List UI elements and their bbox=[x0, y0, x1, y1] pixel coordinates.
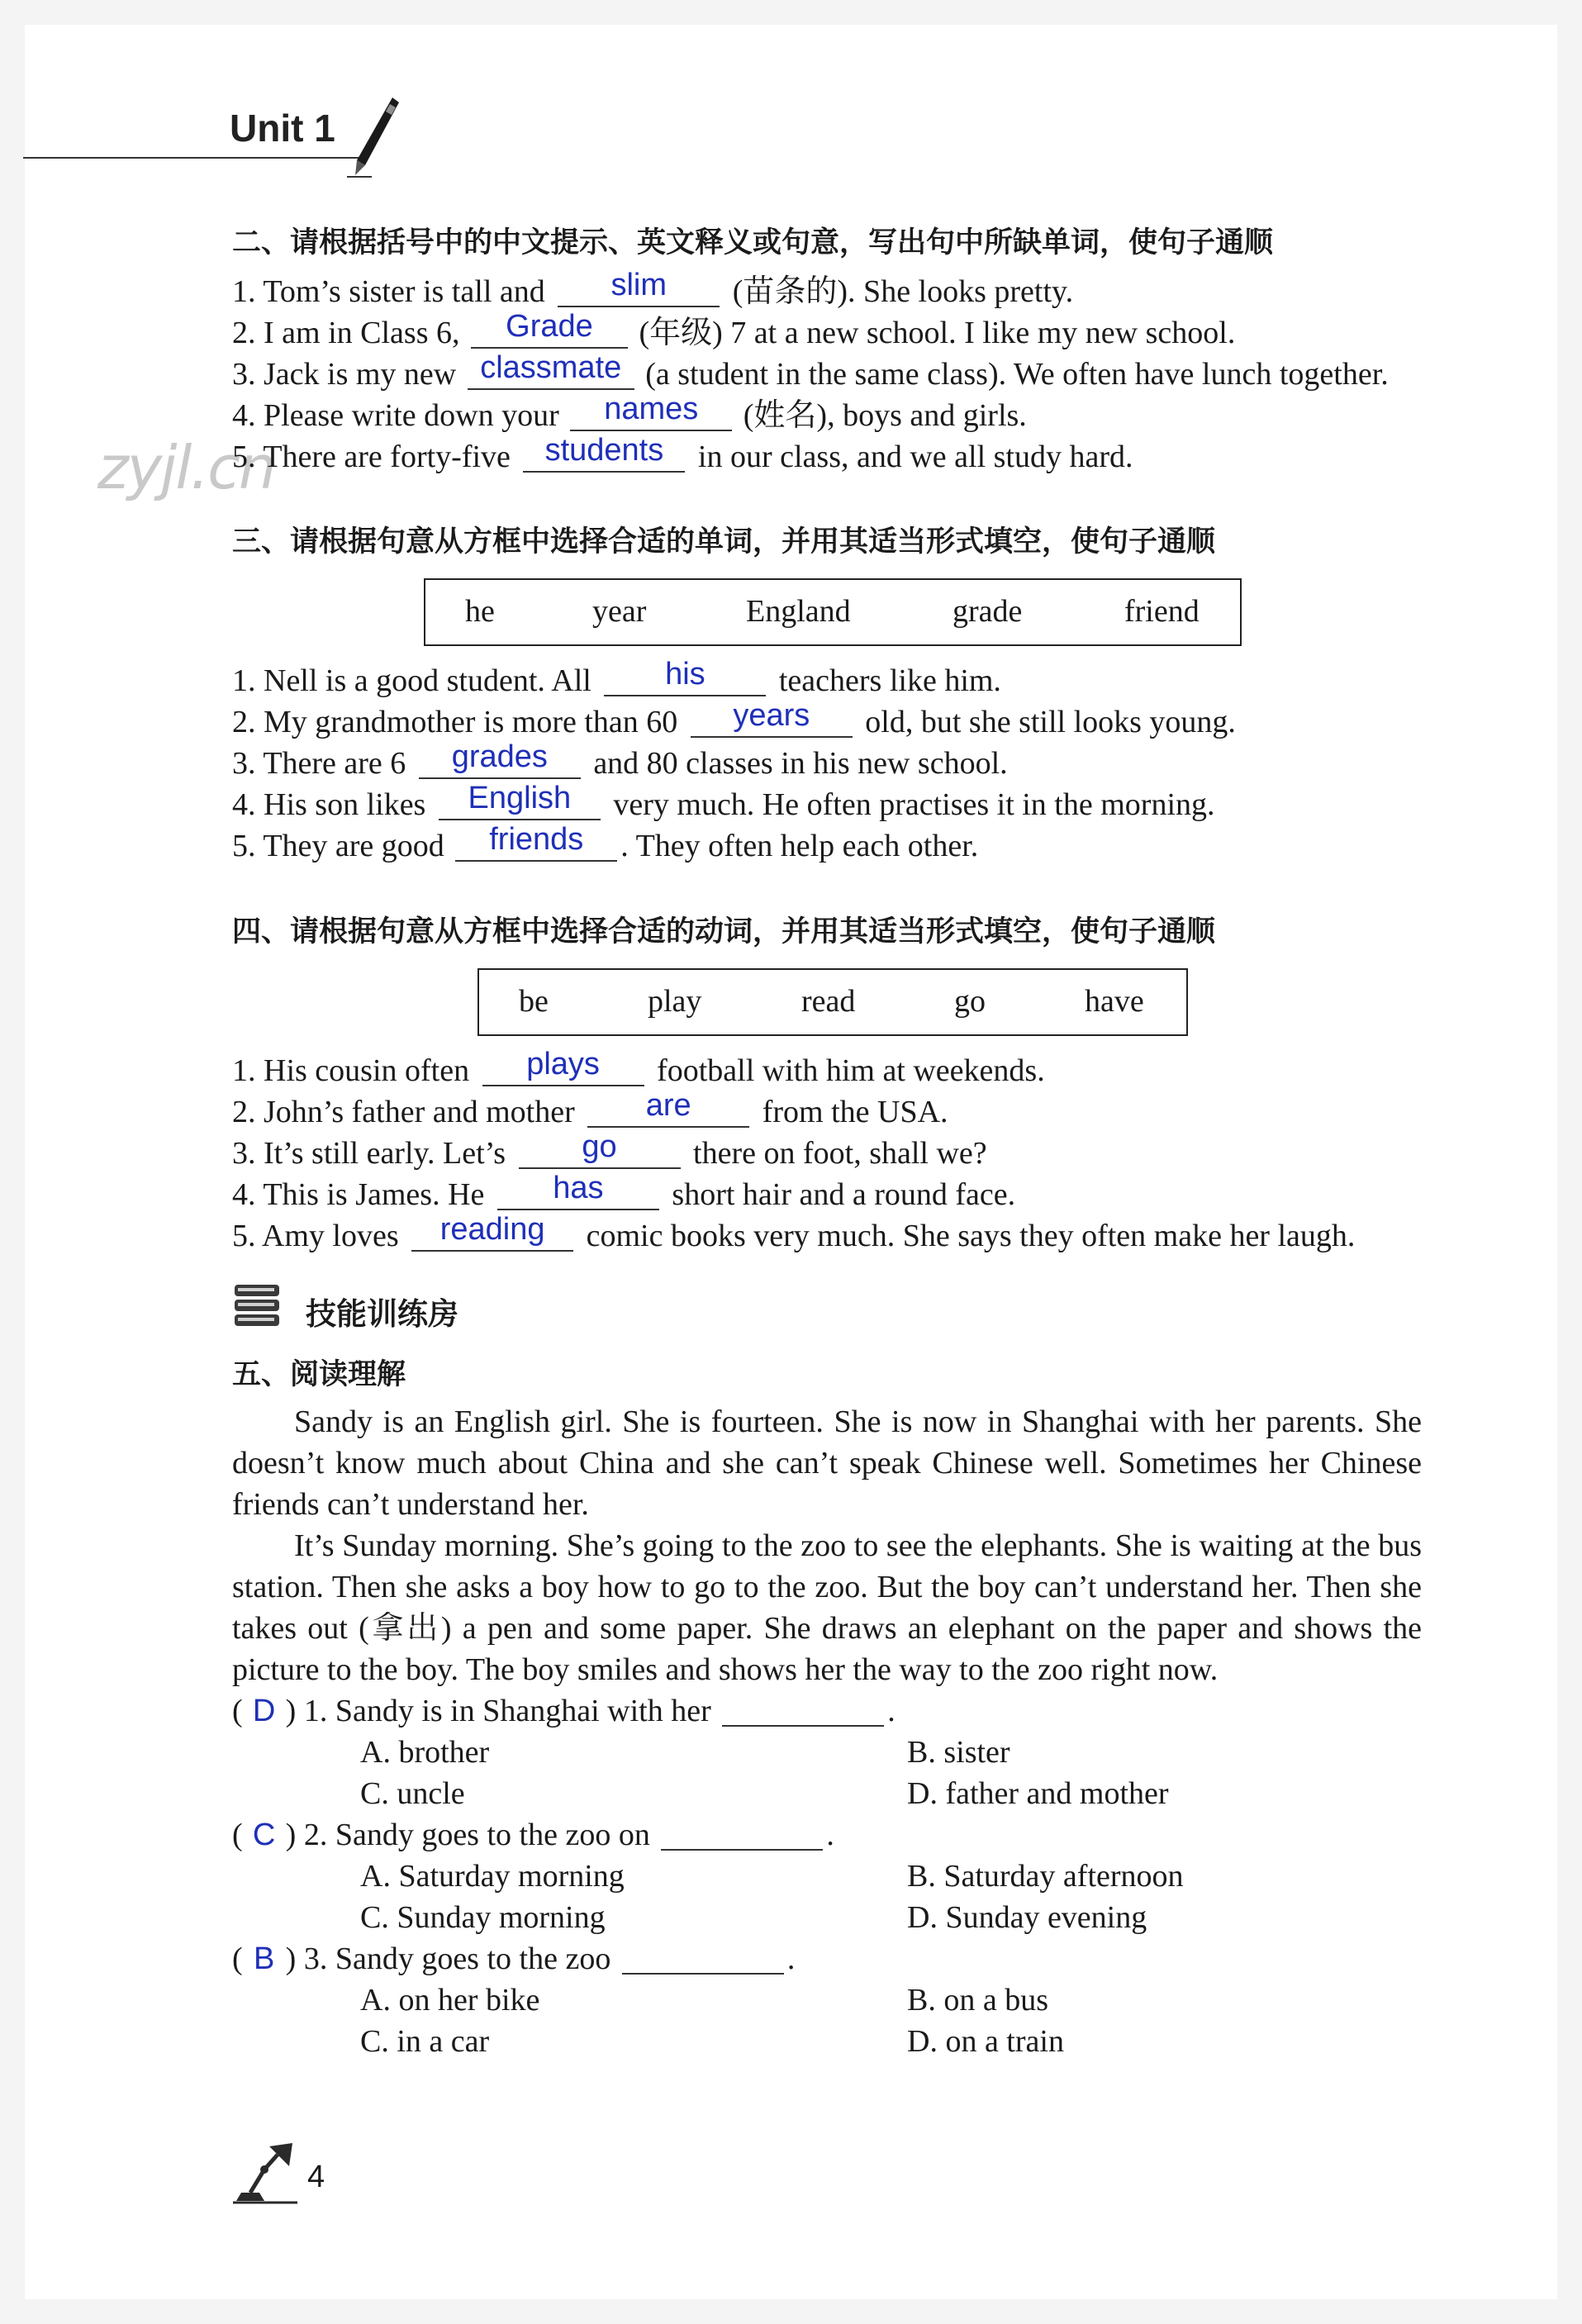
box-word: go bbox=[954, 984, 986, 1019]
answer-blank: grades bbox=[419, 736, 581, 779]
question-1: ( D ) 1. Sandy is in Shanghai with her . bbox=[232, 1690, 896, 1733]
choice-answer: C bbox=[252, 1818, 276, 1852]
answer-blank: friends bbox=[455, 819, 617, 862]
books-icon bbox=[233, 1283, 283, 1329]
s2-item-1: 1. Tom’s sister is tall and slim (苗条的). She looks pretty. bbox=[232, 271, 1073, 314]
answer-blank: are bbox=[587, 1085, 749, 1128]
question-3: ( B ) 3. Sandy goes to the zoo . bbox=[232, 1938, 795, 1981]
reading-paragraph-2: It’s Sunday morning. She’s going to the zoo to see the elephants. She is waiting at the bus station. Then she asks a boy how to go to the zoo. But the boy can’t understand her. Then she takes out (拿出) a pen and some paper. She draws an elephant on the paper and shows the picture to the boy. The boy smiles and shows her the way to the zoo right now. bbox=[232, 1528, 1422, 1687]
section2-title: 二、请根据括号中的中文提示、英文释义或句意，写出句中所缺单词，使句子通顺 bbox=[232, 226, 1274, 259]
answer-blank: years bbox=[691, 695, 853, 738]
s3-item-5: 5. They are good friends . They often help each other. bbox=[232, 825, 978, 868]
s4-item-4: 4. This is James. He has short hair and a round face. bbox=[232, 1174, 1015, 1217]
reading-paragraph-1: Sandy is an English girl. She is fourteen. She is now in Shanghai with her parents. She doesn’t know much about China and she can’t speak Chinese well. Sometimes her Chinese friends can’t understand her. bbox=[232, 1404, 1422, 1522]
answer-blank: go bbox=[519, 1126, 681, 1169]
answer-blank bbox=[661, 1808, 823, 1851]
option: C. Sunday morning bbox=[360, 1900, 606, 1935]
s2-item-3: 3. Jack is my new classmate (a student in the same class). We often have lunch together. bbox=[232, 354, 1389, 397]
question-2: ( C ) 2. Sandy goes to the zoo on . bbox=[232, 1814, 834, 1857]
answer-blank: classmate bbox=[468, 347, 634, 390]
answer-blank: reading bbox=[411, 1209, 573, 1252]
choice-answer: D bbox=[252, 1694, 276, 1728]
box-word: have bbox=[1085, 984, 1144, 1019]
s4-item-1: 1. His cousin often plays football with him at weekends. bbox=[232, 1050, 1045, 1093]
option: C. uncle bbox=[360, 1776, 465, 1811]
box-word: year bbox=[592, 594, 647, 629]
box-word: friend bbox=[1124, 594, 1200, 629]
box-word: grade bbox=[953, 594, 1023, 629]
option: C. in a car bbox=[360, 2024, 490, 2059]
answer-blank: names bbox=[570, 388, 732, 431]
watermark: zyjl.cn bbox=[97, 433, 275, 502]
section5-title: 五、阅读理解 bbox=[232, 1358, 406, 1391]
choice-answer: B bbox=[253, 1941, 275, 1976]
answer-blank: has bbox=[497, 1167, 659, 1210]
box-word: England bbox=[746, 594, 851, 629]
option: D. father and mother bbox=[907, 1776, 1169, 1811]
answer-blank: his bbox=[604, 653, 766, 696]
desk-lamp-icon bbox=[231, 2138, 299, 2204]
s2-item-2: 2. I am in Class 6, Grade (年级) 7 at a new school. I like my new school. bbox=[232, 312, 1235, 355]
answer-blank: English bbox=[439, 777, 601, 820]
s3-item-2: 2. My grandmother is more than 60 years old, but she still looks young. bbox=[232, 701, 1236, 744]
header-rule bbox=[23, 157, 362, 159]
option: D. on a train bbox=[907, 2024, 1064, 2059]
box-word: play bbox=[648, 984, 702, 1019]
s3-item-4: 4. His son likes English very much. He often practises it in the morning. bbox=[232, 784, 1215, 827]
option: B. sister bbox=[907, 1735, 1010, 1770]
s4-item-3: 3. It’s still early. Let’s go there on foot, shall we? bbox=[232, 1133, 987, 1176]
option: B. on a bus bbox=[907, 1983, 1048, 2017]
answer-blank bbox=[622, 1932, 784, 1975]
option: D. Sunday evening bbox=[907, 1900, 1147, 1935]
option: B. Saturday afternoon bbox=[907, 1859, 1184, 1894]
s4-item-2: 2. John’s father and mother are from the USA. bbox=[232, 1091, 948, 1134]
section4-title: 四、请根据句意从方框中选择合适的动词，并用其适当形式填空，使句子通顺 bbox=[232, 915, 1216, 948]
s3-item-1: 1. Nell is a good student. All his teachers like him. bbox=[232, 660, 1001, 703]
option: A. on her bike bbox=[360, 1983, 540, 2017]
box-word: he bbox=[465, 594, 495, 629]
word-box-2 bbox=[477, 968, 1188, 1036]
section3-title: 三、请根据句意从方框中选择合适的单词，并用其适当形式填空，使句子通顺 bbox=[232, 525, 1216, 558]
answer-blank: plays bbox=[482, 1043, 644, 1086]
option: A. brother bbox=[360, 1735, 490, 1770]
pen-icon bbox=[347, 93, 405, 179]
s4-item-5: 5. Amy loves reading comic books very much. She says they often make her laugh. bbox=[232, 1215, 1355, 1258]
word-box-1 bbox=[424, 578, 1242, 646]
unit-title: Unit 1 bbox=[230, 107, 335, 150]
s2-item-4: 4. Please write down your names (姓名), boys and girls. bbox=[232, 395, 1027, 438]
answer-blank: students bbox=[523, 430, 685, 473]
answer-blank: slim bbox=[558, 264, 720, 307]
answer-blank bbox=[722, 1684, 884, 1727]
option: A. Saturday morning bbox=[360, 1859, 625, 1894]
s2-item-5: 5. There are forty-five students in our class, and we all study hard. bbox=[232, 436, 1133, 479]
skills-title: 技能训练房 bbox=[306, 1296, 458, 1332]
s3-item-3: 3. There are 6 grades and 80 classes in his new school. bbox=[232, 743, 1008, 786]
box-word: be bbox=[519, 984, 549, 1019]
page-number: 4 bbox=[307, 2160, 325, 2194]
answer-blank: Grade bbox=[471, 306, 628, 349]
box-word: read bbox=[801, 984, 856, 1019]
